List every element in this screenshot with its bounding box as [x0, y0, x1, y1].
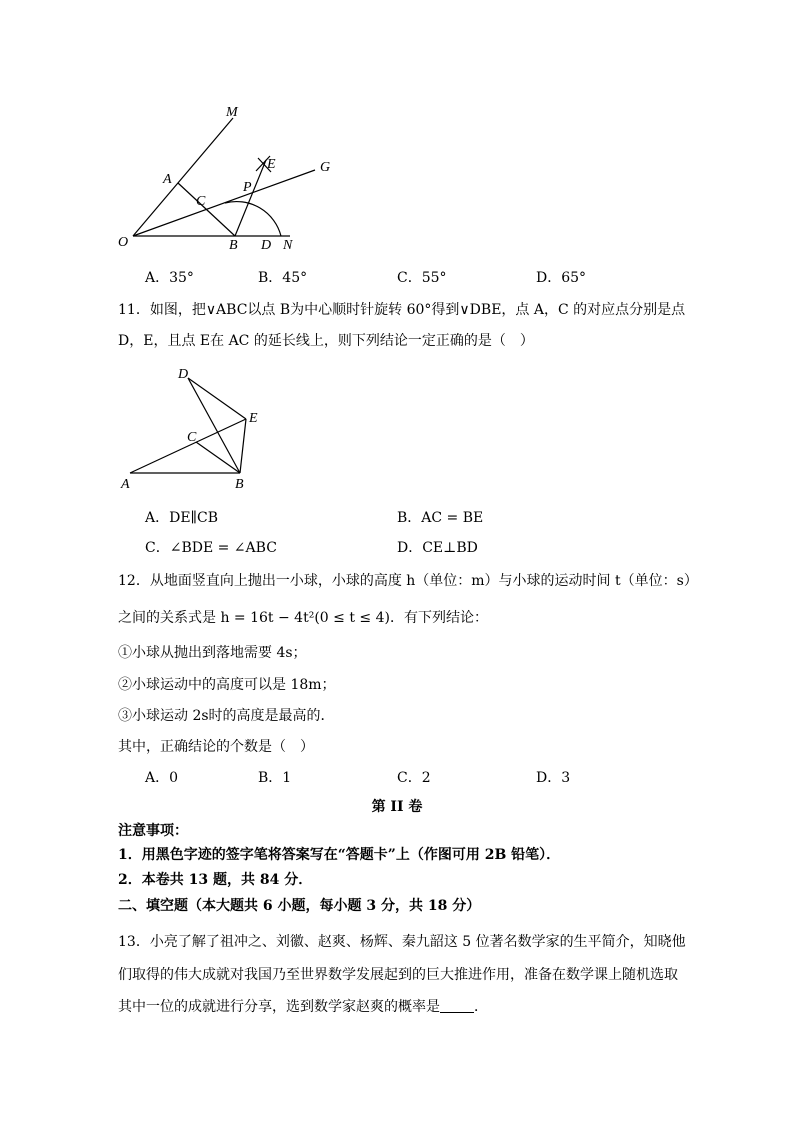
q11-option-c: C．∠BDE = ∠ABC: [145, 540, 277, 556]
answer-blank[interactable]: [440, 998, 474, 1013]
q12-text-line2: 之间的关系式是 h = 16t − 4t²(0 ≤ t ≤ 4)．有下列结论：: [118, 610, 488, 626]
label-d: D: [178, 367, 189, 382]
notice-heading: 注意事项：: [118, 823, 188, 839]
label-c: C: [187, 430, 197, 445]
q12-option-d: D．3: [536, 770, 571, 786]
part2-title: 第 II 卷: [371, 799, 423, 815]
q12-option-a: A．0: [145, 770, 179, 786]
label-e: E: [249, 411, 258, 426]
label-e: E: [267, 157, 276, 172]
figure-rotated-triangle: [115, 360, 265, 490]
label-p: P: [243, 180, 252, 195]
label-c: C: [196, 194, 206, 209]
q12-statement-2: ②小球运动中的高度可以是 18m；: [118, 677, 336, 693]
segment-be: [235, 160, 266, 236]
notice-item-2: 2．本卷共 13 题，共 84 分．: [118, 872, 313, 888]
segment-de: [188, 378, 246, 419]
q11-option-a: A．DE∥CB: [145, 510, 219, 526]
segment-ab: [178, 183, 235, 236]
label-b: B: [229, 238, 238, 253]
q11-text-line1: 11．如图，把∨ABC以点 B为中心顺时针旋转 60°得到∨DBE，点 A，C 的对应点分别是点: [118, 302, 686, 318]
q13-end-mark: ．: [474, 999, 488, 1015]
figure-angle-construction: [110, 95, 330, 255]
label-a: A: [121, 477, 130, 490]
label-m: M: [226, 105, 238, 120]
q12-question: 其中，正确结论的个数是（ ）: [118, 739, 314, 755]
q13-text-line1: 13．小亮了解了祖冲之、刘徽、赵爽、杨辉、秦九韶这 5 位著名数学家的生平简介，知晓他: [118, 934, 686, 950]
label-n: N: [283, 238, 293, 253]
label-b: B: [235, 477, 244, 490]
notice-item-1: 1．用黑色字迹的签字笔将答案写在“答题卡”上（作图可用 2B 铅笔）．: [118, 847, 561, 863]
arc-bd: [225, 202, 281, 236]
label-a: A: [163, 172, 172, 187]
segment-eb: [240, 419, 246, 473]
q10-option-d: D．65°: [536, 270, 587, 286]
segment-cb: [196, 442, 240, 473]
q11-option-b: B．AC = BE: [397, 510, 484, 526]
q13-text-line2: 们取得的伟大成就对我国乃至世界数学发展起到的巨大推进作用，准备在数学课上随机选取: [118, 967, 678, 983]
q10-option-b: B．45°: [258, 270, 308, 286]
q10-option-c: C．55°: [397, 270, 447, 286]
q11-text-line2: D，E，且点 E在 AC 的延长线上，则下列结论一定正确的是（ ）: [118, 333, 534, 349]
q12-statement-3: ③小球运动 2s时的高度是最高的．: [118, 708, 335, 724]
q13-text-line3-wrap: [118, 997, 488, 1017]
label-o: O: [118, 235, 129, 250]
q12-text-line1: 12．从地面竖直向上抛出一小球，小球的高度 h（单位：m）与小球的运动时间 t（单位：s）: [118, 573, 698, 589]
q11-option-d: D．CE⊥BD: [397, 540, 478, 556]
q12-statement-1: ①小球从抛出到落地需要 4s；: [118, 645, 307, 661]
label-d: D: [261, 238, 272, 253]
q13-text-line3: 其中一位的成就进行分享，选到数学家赵爽的概率是: [118, 999, 440, 1015]
q10-option-a: A．35°: [145, 270, 194, 286]
q12-option-c: C．2: [397, 770, 431, 786]
q12-option-b: B．1: [258, 770, 292, 786]
section-heading: 二、填空题（本大题共 6 小题，每小题 3 分，共 18 分）: [118, 898, 481, 914]
label-g: G: [320, 160, 330, 175]
